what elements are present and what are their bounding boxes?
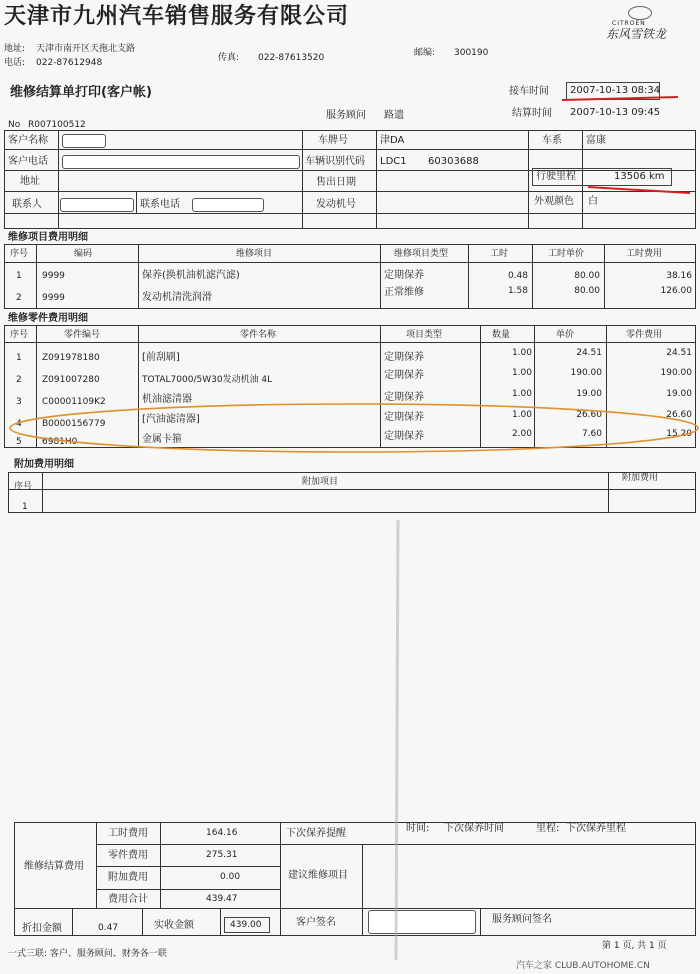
labor-row-no: 2 (16, 293, 22, 303)
parts-row-price: 19.00 (576, 389, 602, 399)
parts-row-fee: 19.00 (666, 389, 692, 399)
labor-header-no: 序号 (10, 249, 29, 259)
vin-label: 车辆识别代码 (305, 156, 365, 167)
parts-row-no: 5 (16, 437, 22, 447)
company-phone: 022-87612948 (36, 58, 103, 68)
next-mileage-label: 里程: (536, 823, 560, 834)
parts-row-name: TOTAL7000/5W30发动机油 4L (142, 375, 273, 385)
extra-fee-total: 0.00 (220, 872, 241, 882)
parts-row-qty: 1.00 (511, 410, 532, 420)
discount-value: 0.47 (98, 923, 119, 933)
parts-row-qty: 1.00 (511, 368, 532, 378)
next-time-value: 下次保养时间 (444, 823, 504, 834)
orange-circle-highlight (10, 404, 698, 452)
parts-row-type: 定期保养 (384, 352, 424, 363)
settle-time: 2007-10-13 09:45 (570, 107, 661, 118)
red-underline-receive-time (562, 97, 678, 100)
color-label: 外观颜色 (534, 196, 574, 207)
labor-row-type: 定期保养 (384, 270, 424, 281)
summary-group-label: 维修结算费用 (24, 861, 84, 872)
extra-header-no: 序号 (14, 482, 33, 492)
advisor-name: 路遗 (384, 110, 404, 121)
parts-header-type: 项目类型 (406, 330, 443, 340)
customer-name-label: 客户名称 (8, 135, 48, 146)
parts-row-code: 6981H0 (42, 437, 78, 447)
parts-row-code: C00001109K2 (42, 397, 106, 407)
labor-row-fee: 126.00 (660, 286, 692, 296)
parts-row-no: 1 (16, 353, 22, 363)
document-number: R007100512 (28, 120, 86, 130)
parts-row-fee: 190.00 (660, 368, 692, 378)
labor-header-rate: 工时单价 (548, 249, 585, 259)
parts-row-qty: 1.00 (511, 348, 532, 358)
labor-fee-total: 164.16 (206, 828, 238, 838)
fax-label: 传真: (218, 53, 240, 63)
parts-header-fee: 零件费用 (626, 330, 663, 340)
parts-fee-total: 275.31 (206, 850, 238, 860)
labor-header-item: 维修项目 (236, 249, 273, 259)
contact-phone-label: 联系电话 (140, 199, 180, 210)
next-service-label: 下次保养提醒 (286, 828, 346, 839)
labor-row-item: 发动机清洗润滑 (142, 292, 212, 303)
labor-header-fee: 工时费用 (626, 249, 663, 259)
sale-date-label: 售出日期 (316, 177, 356, 188)
parts-header-no: 序号 (10, 330, 29, 340)
page-number: 第 1 页, 共 1 页 (602, 941, 667, 951)
receive-time: 2007-10-13 08:34 (570, 85, 661, 96)
labor-row-no: 1 (16, 271, 22, 281)
customer-address-label: 地址 (20, 176, 40, 187)
parts-row-type: 定期保养 (384, 412, 424, 423)
total-fee: 439.47 (206, 894, 238, 904)
extra-row-no: 1 (22, 502, 28, 512)
labor-section-title: 维修项目费用明细 (8, 232, 88, 243)
labor-row-code: 9999 (42, 271, 65, 281)
parts-row-no: 2 (16, 375, 22, 385)
mileage-label: 行驶里程 (536, 171, 576, 182)
vin-suffix: 60303688 (428, 156, 479, 167)
phone-label: 电话: (4, 58, 26, 68)
labor-header-hours: 工时 (490, 249, 509, 259)
parts-row-type: 定期保养 (384, 392, 424, 403)
paid-label: 实收金额 (154, 920, 194, 931)
discount-label: 折扣金额 (22, 923, 62, 934)
parts-row-price: 26.60 (576, 410, 602, 420)
parts-header-qty: 数量 (492, 330, 511, 340)
labor-header-type: 维修项目类型 (394, 249, 449, 259)
labor-row-code: 9999 (42, 293, 65, 303)
color-value: 白 (588, 196, 598, 207)
watermark: 汽车之家 CLUB.AUTOHOME.CN (516, 961, 650, 971)
company-fax: 022-87613520 (258, 53, 325, 63)
receive-time-label: 接车时间 (509, 86, 549, 97)
brand-script: 东风雪铁龙 (606, 27, 667, 41)
contact-label: 联系人 (12, 199, 42, 210)
labor-row-hours: 0.48 (507, 271, 528, 281)
parts-row-code: Z091978180 (42, 353, 100, 363)
extra-header-fee: 附加费用 (622, 473, 659, 483)
company-postcode: 300190 (454, 48, 489, 58)
labor-fee-label: 工时费用 (108, 828, 148, 839)
labor-row-rate: 80.00 (574, 271, 600, 281)
no-label: No (8, 120, 21, 130)
labor-row-item: 保养(换机油机滤汽滤) (142, 270, 240, 281)
parts-header-name: 零件名称 (240, 330, 277, 340)
extra-section-title: 附加费用明细 (14, 459, 74, 470)
parts-header-price: 单价 (556, 330, 575, 340)
customer-sign-label: 客户签名 (296, 917, 336, 928)
parts-row-price: 190.00 (570, 368, 602, 378)
parts-row-type: 定期保养 (384, 370, 424, 381)
document-title: 维修结算单打印(客户帐) (10, 85, 152, 100)
parts-row-name: 金属卡箍 (142, 434, 182, 445)
parts-row-price: 7.60 (581, 429, 602, 439)
series-value: 富康 (586, 135, 606, 146)
copies-note: 一式三联: 客户、服务顾问、财务各一联 (8, 949, 167, 959)
mileage-value: 13506 km (614, 171, 665, 182)
next-time-label: 时间: (406, 823, 430, 834)
parts-row-no: 3 (16, 397, 22, 407)
engine-number-label: 发动机号 (316, 199, 356, 210)
series-label: 车系 (542, 135, 562, 146)
parts-row-price: 24.51 (576, 348, 602, 358)
plate-label: 车牌号 (318, 135, 348, 146)
plate-number: 津DA (380, 135, 405, 146)
company-name: 天津市九州汽车销售服务有限公司 (4, 4, 350, 29)
parts-row-name: [汽油滤清器] (142, 414, 200, 425)
address-label: 地址: (4, 44, 26, 54)
total-fee-label: 费用合计 (108, 894, 148, 905)
parts-row-code: Z091007280 (42, 375, 100, 385)
next-mileage-value: 下次保养里程 (566, 823, 626, 834)
parts-row-fee: 15.20 (666, 429, 692, 439)
labor-header-code: 编码 (74, 249, 93, 259)
vin-prefix: LDC1 (380, 156, 407, 167)
postcode-label: 邮编: (414, 48, 436, 58)
parts-row-type: 定期保养 (384, 431, 424, 442)
advisor-sign-label: 服务顾问签名 (492, 914, 552, 925)
labor-row-hours: 1.58 (507, 286, 528, 296)
parts-header-code: 零件编号 (64, 330, 101, 340)
parts-row-no: 4 (16, 419, 22, 429)
advisor-label: 服务顾问 (326, 110, 366, 121)
parts-row-fee: 26.60 (666, 410, 692, 420)
labor-row-rate: 80.00 (574, 286, 600, 296)
brand-name: CITROEN (612, 20, 646, 27)
labor-row-fee: 38.16 (666, 271, 692, 281)
customer-phone-label: 客户电话 (8, 156, 48, 167)
parts-section-title: 维修零件费用明细 (8, 313, 88, 324)
paid-value: 439.00 (230, 920, 262, 930)
parts-row-name: [前刮刷] (142, 352, 180, 363)
parts-row-code: B0000156779 (42, 419, 106, 429)
parts-row-fee: 24.51 (666, 348, 692, 358)
labor-row-type: 正常维修 (384, 287, 424, 298)
parts-fee-label: 零件费用 (108, 850, 148, 861)
parts-row-qty: 1.00 (511, 389, 532, 399)
extra-header-item: 附加项目 (302, 477, 339, 487)
parts-row-qty: 2.00 (511, 429, 532, 439)
settle-time-label: 结算时间 (512, 108, 552, 119)
parts-row-name: 机油滤清器 (142, 394, 192, 405)
fold-crease (396, 520, 398, 960)
company-address: 天津市南开区天拖北支路 (36, 44, 136, 54)
red-underline-mileage (588, 187, 690, 193)
extra-fee-label: 附加费用 (108, 872, 148, 883)
suggest-label: 建议维修项目 (288, 870, 348, 881)
